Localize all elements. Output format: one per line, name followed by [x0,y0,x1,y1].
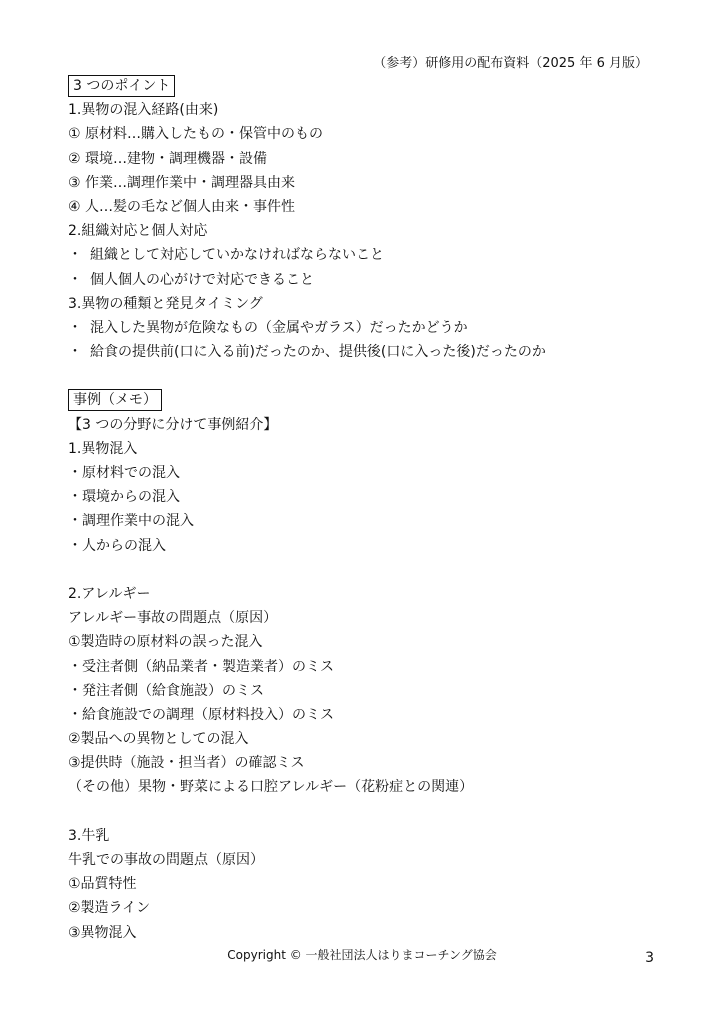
case2-title: 2.アレルギー [68,585,151,602]
point1-title: 1.異物の混入経路(由来) [68,102,219,119]
document-body [68,74,668,945]
point3-title: 3.異物の種類と発見タイミング [68,295,263,312]
spacer [68,364,668,388]
bullet: ・ [68,247,82,264]
case2-item: ①製造時の原材料の誤った混入 [68,634,263,651]
header-note: （参考）研修用の配布資料（2025 年 6 月版） [373,56,648,71]
points-heading: 3 つのポイント [68,75,175,97]
case1-item: ・原材料での混入 [68,465,180,481]
point2-title: 2.組織対応と個人対応 [68,223,208,240]
point2-item-text: 個人個人の心がけで対応できること [90,271,314,288]
bullet: ・ [68,319,82,336]
page-number: 3 [645,950,654,966]
case3-item: ②製造ライン [68,900,151,917]
case2-item: ③提供時（施設・担当者）の確認ミス [68,755,305,772]
case3-item: ①品質特性 [68,876,137,893]
point2-item [68,268,668,292]
bullet: ・ [68,344,82,361]
point1-item: ④ 人…髪の毛など個人由来・事件性 [68,198,296,215]
point3-item-text: 給食の提供前(口に入る前)だったのか、提供後(口に入った後)だったのか [90,344,546,361]
point2-item-text: 組織として対応していかなければならないこと [90,247,384,264]
point3-item-text: 混入した異物が危険なもの（金属やガラス）だったかどうか [90,319,468,336]
point1-item: ② 環境…建物・調理機器・設備 [68,150,268,167]
case2-item: （その他）果物・野菜による口腔アレルギー（花粉症との関連） [68,779,474,796]
case2-subtitle: アレルギー事故の問題点（原因） [68,610,278,627]
section-cases [68,388,668,412]
case2-item: ・発注者側（給食施設）のミス [68,682,264,699]
case2-item: ②製品への異物としての混入 [68,731,249,748]
case2-item: ・受注者側（納品業者・製造業者）のミス [68,658,334,675]
section-points [68,74,668,98]
spacer [68,800,668,824]
spacer [68,558,668,582]
case2-item: ・給食施設での調理（原材料投入）のミス [68,706,334,723]
point2-item [68,243,668,267]
bullet: ・ [68,271,82,288]
point1-item: ① 原材料…購入したもの・保管中のもの [68,126,323,143]
case1-title: 1.異物混入 [68,440,138,457]
case3-title: 3.牛乳 [68,827,110,844]
point3-item [68,340,668,364]
case1-item: ・人からの混入 [68,537,166,554]
case3-subtitle: 牛乳での事故の問題点（原因） [68,852,264,868]
point1-item: ③ 作業…調理作業中・調理器具由来 [68,174,296,191]
case1-item: ・環境からの混入 [68,489,180,506]
cases-heading: 事例（メモ） [68,389,162,411]
point3-item [68,316,668,340]
cases-intro: 【3 つの分野に分けて事例紹介】 [68,416,278,433]
case1-item: ・調理作業中の混入 [68,513,194,530]
case3-item: ③異物混入 [68,924,137,941]
footer-copyright: Copyright © 一般社団法人はりまコーチング協会 [227,948,497,962]
